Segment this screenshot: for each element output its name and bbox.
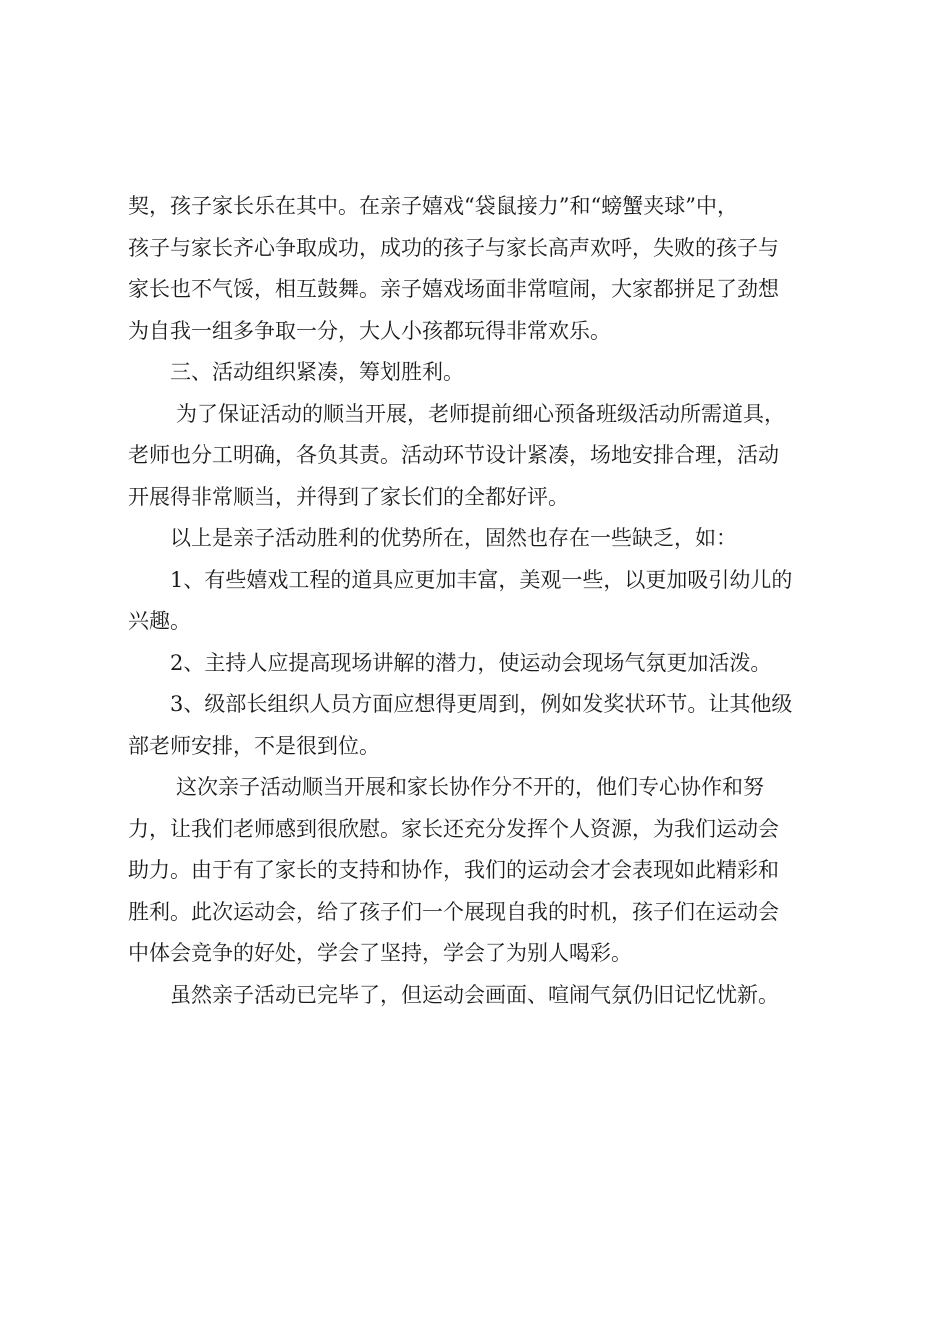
text-line: 胜利。此次运动会，给了孩子们一个展现自我的时机，孩子们在运动会 — [128, 899, 779, 924]
text-line: 家长也不气馁，相互鼓舞。亲子嬉戏场面非常喧闹，大家都拼足了劲想 — [128, 277, 779, 301]
text-line: 为了保证活动的顺当开展，老师提前细心预备班级活动所需道具， — [176, 401, 785, 426]
text-line: 老师也分工明确，各负其责。活动环节设计紧凑，场地安排合理，活动 — [128, 443, 779, 467]
text-line: 孩子与家长齐心争取成功，成功的孩子与家长高声欢呼，失败的孩子与 — [128, 235, 779, 260]
paragraph-closing — [128, 975, 833, 1017]
list-item-1 — [128, 560, 833, 643]
paragraph-preparation — [128, 394, 833, 519]
document-body — [128, 186, 833, 1016]
text-line: 助力。由于有了家长的支持和协作，我们的运动会才会表现如此精彩和 — [128, 858, 779, 882]
text-line: 部老师安排，不是很到位。 — [128, 733, 380, 758]
text-line: 虽然亲子活动已完毕了，但运动会画面、喧闹气氛仍旧记忆忧新。 — [170, 982, 779, 1007]
text-line: 兴趣。 — [128, 609, 191, 633]
section-heading-3 — [128, 352, 833, 394]
text-line: 1、有些嬉戏工程的道具应更加丰富，美观一些，以更加吸引幼儿的 — [170, 567, 793, 592]
paragraph-games-description — [128, 186, 833, 352]
section-heading-text: 三、活动组织紧凑，筹划胜利。 — [170, 360, 464, 384]
text-line: 2、主持人应提高现场讲解的潜力，使运动会现场气氛更加活泼。 — [170, 650, 772, 675]
text-line: 为自我一组多争取一分，大人小孩都玩得非常欢乐。 — [128, 318, 611, 343]
paragraph-shortcomings-intro — [128, 518, 833, 560]
text-line: 力，让我们老师感到很欣慰。家长还充分发挥个人资源，为我们运动会 — [128, 816, 779, 841]
list-item-3 — [128, 684, 833, 767]
list-item-2 — [128, 643, 833, 685]
text-line: 这次亲子活动顺当开展和家长协作分不开的，他们专心协作和努 — [176, 775, 764, 799]
text-line: 3、级部长组织人员方面应想得更周到，例如发奖状环节。让其他级 — [170, 692, 793, 716]
text-line: 以上是亲子活动胜利的优势所在，固然也存在一些缺乏，如： — [170, 526, 737, 550]
text-line: 中体会竞争的好处，学会了坚持，学会了为别人喝彩。 — [128, 941, 632, 965]
text-line: 契，孩子家长乐在其中。在亲子嬉戏“袋鼠接力”和“螃蟹夹球”中， — [128, 194, 738, 218]
text-line: 开展得非常顺当，并得到了家长们的全都好评。 — [128, 484, 569, 509]
paragraph-parent-cooperation — [128, 767, 833, 975]
